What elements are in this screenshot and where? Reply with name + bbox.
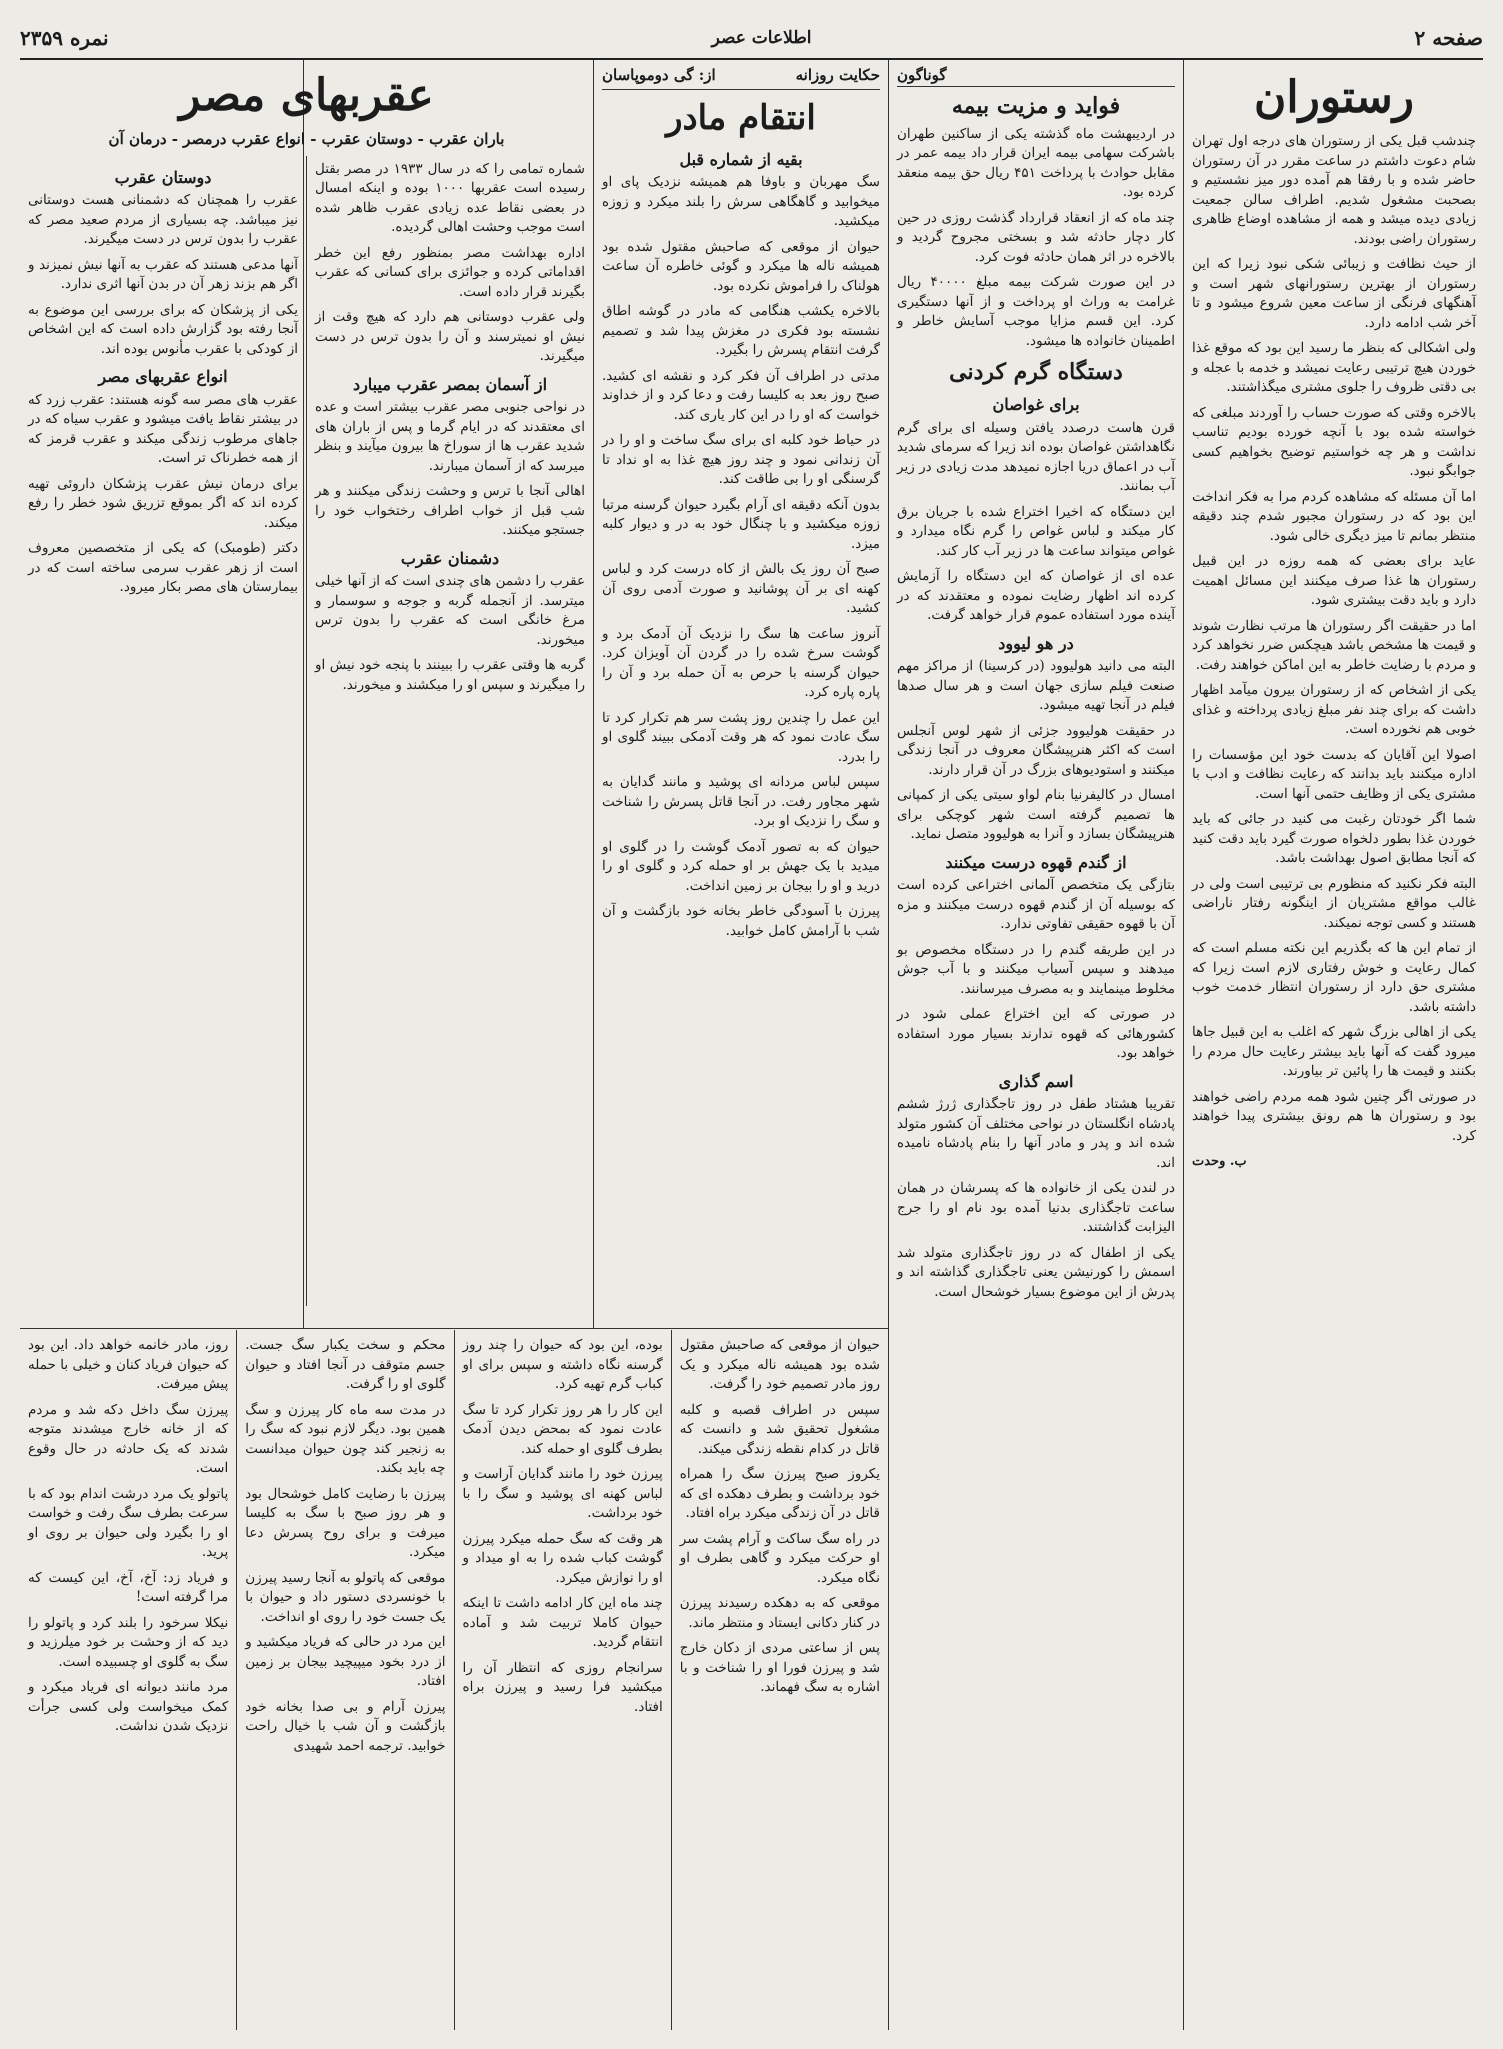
article-paragraph: دکتر (طومبک) که یکی از متخصصین معروف است از زهر عقرب سرمی ساخته است که در بیمارستان های مصر بکار میرود.: [28, 540, 298, 595]
article-paragraph: تقریبا هشتاد طفل در روز تاجگذاری ژرژ ششم پادشاه انگلستان در نواحی مختلف آن کشور متولد شده اند و پدر و مادر آنها را بنام پادشاه نامیده اند.: [897, 1096, 1175, 1171]
scorpion-article: [20, 60, 593, 1328]
story-author: از: گی دوموپاسان: [602, 66, 716, 84]
article-paragraph: هر وقت که سگ حمله میکرد پیرزن گوشت کباب شده را به او میداد و او را نوازش میکرد.: [462, 1530, 663, 1586]
article-paragraph: قرن هاست درصدد یافتن وسیله ای برای گرم نگاهداشتن غواصان بوده اند زیرا که سرمای شدید آب در اعماق دریا اجازه نمیدهد مدت زیادی در زیر آب بمانند.: [897, 419, 1175, 494]
article-paragraph: شماره تمامی را که در سال ۱۹۳۳ در مصر بقتل رسیده است عقربها ۱۰۰۰ بوده و اینکه امسال در بعضی نقاط عده زیادی عقرب ظاهر شده است موجب وحشت اهالی گردیده.: [315, 160, 585, 235]
story-article: [594, 60, 888, 1328]
article-paragraph: در مدت سه ماه کار پیرزن و سگ همین بود. دیگر لازم نبود که سگ را به زنجیر کند چون حیوان میدانست چه باید بکند.: [245, 1401, 446, 1476]
article-paragraph: چند ماه که از انعقاد قرارداد گذشت روزی در حین کار دچار حادثه شد و بسختی مجروح گردید و بالاخره در اثر همان حادثه فوت کرد.: [897, 209, 1175, 265]
article-paragraph: البته فکر نکنید که منظورم بی ترتیبی است ولی در غالب مواقع مشتریان از اینگونه رفتار ناراضی هستند و کسی توجه نمیکند.: [1192, 875, 1476, 931]
article-paragraph: سرانجام روزی که انتظار آن را میکشید فرا رسید و پیرزن براه افتاد.: [462, 1659, 663, 1715]
article-paragraph: پس از ساعتی مردی از دکان خارج شد و پیرزن فورا او را شناخت و با اشاره به سگ فهماند.: [679, 1640, 880, 1695]
restaurant-article: [1184, 60, 1484, 2030]
article-paragraph: سگ مهربان و باوفا هم همیشه نزدیک پای او میخوابید و گاهگاهی سرش را بلند میکرد و زوزه میکشید.: [602, 174, 880, 229]
article-paragraph: یکروز صبح پیرزن سگ را همراه خود برداشت و بطرف دهکده ای که قاتل در آن زندگی میکرد براه افتاد.: [679, 1466, 880, 1521]
article-paragraph: ولی اشکالی که بنظر ما رسید این بود که موقع غذا خوردن هیچ ترتیبی رعایت نمیشد و خدمه با عجله و بی دقتی ظروف را جلوی مشتری میگذاشتند.: [1192, 340, 1476, 395]
article-paragraph: عقرب را همچنان که دشمنانی هست دوستانی نیز میباشد. چه بسیاری از مردم صعید مصر که عقرب را بدون ترس در دست میگیرند.: [28, 192, 298, 247]
article-paragraph: این عمل را چندین روز پشت سر هم تکرار کرد تا سگ عادت نمود که هر وقت آدمکی ببیند گلوی او را بدرد.: [602, 709, 880, 765]
article-paragraph: در این طریقه گندم را در دستگاه مخصوص بو میدهند و سپس آسیاب میکنند و با آب جوش مخلوط مینمایند و به مصرف میرسانند.: [897, 941, 1175, 997]
scorpion-title: عقربهای مصر: [179, 70, 434, 121]
enemy-title: دشمنان عقرب: [400, 548, 500, 568]
article-paragraph: گربه ها وقتی عقرب را ببینند با پنجه خود نیش او را میگیرند و سپس او را میکشند و میخورند.: [315, 657, 585, 693]
insurance-title: فواید و مزیت بیمه: [951, 92, 1121, 119]
article-paragraph: یکی از اهالی بزرگ شهر که اغلب به این قبیل جاها میرود گفت که آنها باید بیشتر رعایت حال مردم را بکنند و قیمت ها را پائین تر بیاورند.: [1192, 1024, 1476, 1079]
scorpion-subtitle: باران عقرب - دوستان عقرب - انواع عقرب درمصر - درمان آن: [108, 130, 505, 148]
article-paragraph: در حیاط خود کلبه ای برای سگ ساخت و او را در آن زندانی نمود و چند روز هیچ غذا به او نداد تا گرسنگی او را بی طاقت کند.: [602, 432, 880, 487]
hollywood-title: در هو لیوود: [998, 633, 1074, 653]
article-paragraph: بتازگی یک متخصص آلمانی اختراعی کرده است که بوسیله آن از گندم قهوه درست میکنند و مزه آن با قهوه حقیقی تفاوتی ندارد.: [897, 877, 1175, 932]
article-paragraph: عده ای از غواصان که این دستگاه را آزمایش کرده اند اظهار رضایت نموده و معتقدند که در آینده مورد استفاده عموم قرار خواهد گرفت.: [897, 568, 1175, 623]
article-paragraph: عقرب را دشمن های چندی است که از آنها خیلی میترسد. از آنجمله گربه و جوجه و سوسمار و مرغ خانگی است که عقرب را بدون ترس میخورند.: [315, 573, 585, 648]
types-title: انواع عقربهای مصر: [98, 367, 228, 386]
article-paragraph: در اردیبهشت ماه گذشته یکی از ساکنین طهران باشرکت سهامی بیمه ایران قرار داد بیمه عمر در مقابل حوادث با پرداخت ۴۵۱ ریال حق بیمه منعقد کرده بود.: [897, 125, 1175, 200]
article-paragraph: اداره بهداشت مصر بمنظور رفع این خطر اقداماتی کرده و جوائزی برای کسانی که عقرب بگیرند قرار داده است.: [315, 244, 585, 300]
scorpion-column-left: [20, 156, 306, 1306]
article-paragraph: در صورتی که این اختراع عملی شود در کشورهائی که قهوه ندارند بسیار مورد استفاده خواهد بود.: [897, 1006, 1175, 1061]
continuation-column: [236, 1330, 453, 2030]
article-paragraph: چند ماه این کار ادامه داشت تا اینکه حیوان کاملا تربیت شد و آماده انتقام گردید.: [462, 1595, 663, 1650]
device-title: دستگاه گرم کردنی: [949, 359, 1123, 385]
article-paragraph: بالاخره وقتی که صورت حساب را آوردند مبلغی که خواسته شده بود با آنچه خورده بودیم تناسب نداشت و هر چه خواستیم توضیح بخواهیم کسی جوابگو نبود.: [1192, 404, 1476, 479]
article-paragraph: پیرزن با آسودگی خاطر بخانه خود بازگشت و آن شب با آرامش کامل خوابید.: [602, 903, 880, 939]
story-title: انتقام مادر: [666, 97, 816, 138]
article-paragraph: در حقیقت هولیوود جزئی از شهر لوس آنجلس است که اکثر هنرپیشگان معروف در آنجا زندگی میکنند و استودیوهای بزرگ در آن قرار دارند.: [897, 722, 1175, 778]
article-paragraph: پیرزن سگ داخل دکه شد و مردم که از خانه خارج میشدند متوجه شدند که یک حادثه در حال وقوع است.: [28, 1401, 229, 1476]
article-paragraph: در راه سگ ساکت و آرام پشت سر او حرکت میکرد و گاهی بطرف او نگاه میکرد.: [679, 1530, 880, 1586]
article-paragraph: عاید برای بعضی که همه روزه در این قبیل رستوران ها غذا صرف میکنند این مسائل اهمیت دارد و باید دقت بیشتری شود.: [1192, 553, 1476, 608]
friends-title: دوستان عقرب: [114, 167, 212, 187]
article-paragraph: یکی از اطفال که در روز تاجگذاری متولد شد اسمش را کورنیشن یعنی تاجگذاری گذاشته اند و پدرش از این موضوع بسیار خوشحال است.: [897, 1244, 1175, 1300]
scorpion-column-right: [306, 156, 593, 1306]
page-header: [20, 18, 1483, 60]
issue-number: نمره ۲۳۵۹: [20, 26, 109, 50]
naming-title: اسم گذاری: [998, 1071, 1074, 1091]
article-paragraph: این مرد در حالی که فریاد میکشید و از درد بخود میپیچید بیجان بر زمین افتاد.: [245, 1634, 446, 1689]
article-paragraph: پاتولو یک مرد درشت اندام بود که با سرعت بطرف سگ رفت و خواست او را بگیرد ولی حیوان بر روی او پرید.: [28, 1485, 229, 1560]
story-continued: بقیه از شماره قبل: [679, 149, 803, 169]
article-paragraph: مرد مانند دیوانه ای فریاد میکرد و کمک میخواست ولی کسی جرأت نزدیک شدن نداشت.: [28, 1679, 229, 1734]
article-paragraph: محکم و سخت یکبار سگ جست. جسم متوقف در آنجا افتاد و حیوان گلوی او را گرفت.: [245, 1337, 446, 1392]
scorpion-columns: [20, 156, 593, 1306]
article-signature: ب. وحدت: [1192, 1154, 1247, 1169]
article-paragraph: سپس لباس مردانه ای پوشید و مانند گدایان به شهر مجاور رفت. در آنجا قاتل پسرش را شناخت و سگ را نزدیک او برد.: [602, 774, 880, 829]
article-paragraph: اما آن مسئله که مشاهده کردم مرا به فکر انداخت این بود که در رستوران مجبور شدم چند دقیقه منتظر بمانم تا میز دیگری خالی شود.: [1192, 488, 1476, 544]
article-paragraph: ولی عقرب دوستانی هم دارد که هیچ وقت از نیش او نمیترسند و آن را بدون ترس در دست میگیرند.: [315, 309, 585, 364]
story-header: [602, 66, 880, 90]
section-tag: گوناگون: [897, 66, 1175, 87]
article-paragraph: و فریاد زد: آخ، آخ، این کیست که مرا گرفته است!: [28, 1569, 229, 1605]
article-paragraph: این دستگاه که اخیرا اختراع شده با جریان برق کار میکند و لباس غواص را گرم نگاه میدارد و غواص میتواند ساعت ها در زیر آب کار کند.: [897, 503, 1175, 559]
article-paragraph: در لندن یکی از خانواده ها که پسرشان در همان ساعت تاجگذاری بدنیا آمده بود نام او را جرج الیزابت گذاشتند.: [897, 1180, 1175, 1235]
article-paragraph: موقعی که پاتولو به آنجا رسید پیرزن با خونسردی دستور داد و حیوان با یک جست خود را روی او انداخت.: [245, 1569, 446, 1625]
article-paragraph: روز، مادر خانمه خواهد داد. این بود که حیوان فریاد کنان و خیلی با حمله پیش میرفت.: [28, 1337, 229, 1392]
article-paragraph: آنروز ساعت ها سگ را نزدیک آن آدمک برد و گوشت سرخ شده را در گردن آن آویزان کرد. حیوان گرسنه با حرص به آن حمله برد و آن را پاره پاره کرد.: [602, 625, 880, 700]
article-paragraph: یکی از اشخاص که از رستوران بیرون میآمد اظهار داشت که برای چند نفر مبلغ زیادی پرداخته و غذای خوبی هم نخورده است.: [1192, 682, 1476, 737]
coffee-title: از گندم قهوه درست میکنند: [945, 852, 1127, 872]
article-paragraph: پیرزن آرام و بی صدا بخانه خود بازگشت و آن شب با خیال راحت خوابید. ترجمه احمد شهیدی: [245, 1698, 446, 1754]
article-paragraph: اما در حقیقت اگر رستوران ها مرتب نظارت شوند و قیمت ها مشخص باشد هیچکس ضرر نخواهد کرد و مردم با رضایت خاطر به این اماکن خواهند رفت.: [1192, 617, 1476, 673]
rain-title: از آسمان بمصر عقرب میبارد: [352, 374, 548, 394]
article-paragraph: نیکلا سرخود را بلند کرد و پاتولو را دید که از وحشت بر خود میلرزید و سگ به گلوی او چسبیده است.: [28, 1614, 229, 1670]
article-paragraph: در این صورت شرکت بیمه مبلغ ۴۰۰۰۰ ریال غرامت به وراث او پرداخت و از آنها دستگیری کرد. این قسم مزایا موجب آسایش خاطر و اطمینان خانواده ها میشود.: [897, 274, 1175, 349]
article-paragraph: اصولا این آقایان که بدست خود این مؤسسات را اداره میکنند باید بدانند که رعایت نظافت و ادب با مشتری یکی از وظایف حتمی آنها است.: [1192, 746, 1476, 802]
article-paragraph: پیرزن خود را مانند گدایان آراست و لباس کهنه ای پوشید و سگ را با خود برداشت.: [462, 1466, 663, 1521]
article-paragraph: در صورتی اگر چنین شود همه مردم راضی خواهند بود و رستوران ها هم رونق بیشتری پیدا خواهند کرد.: [1192, 1088, 1476, 1144]
restaurant-title: رستوران: [1254, 72, 1414, 123]
story-continuation: [20, 1330, 888, 2030]
article-paragraph: عقرب های مصر سه گونه هستند: عقرب زرد که در بیشتر نقاط یافت میشود و عقرب سیاه که در جاهای مرطوب زندگی میکند و عقرب قرمز که از همه خطرناک تر است.: [28, 391, 298, 466]
article-paragraph: بدون آنکه دقیقه ای آرام بگیرد حیوان گرسنه مرتبا زوزه میکشید و با چنگال خود به در و دیوار کلبه میزد.: [602, 496, 880, 552]
continuation-column: [671, 1330, 888, 2030]
article-paragraph: بوده، این بود که حیوان را چند روز گرسنه نگاه داشته و سپس برای او کباب گرم تهیه کرد.: [462, 1337, 663, 1392]
continuation-column: [454, 1330, 671, 2030]
story-tag: حکایت روزانه: [795, 66, 880, 84]
article-paragraph: البته می دانید هولیوود (در کرسینا) از مراکز مهم صنعت فیلم سازی جهان است و هر سال صدها فیلم در آنجا تهیه میشود.: [897, 658, 1175, 713]
page-number: صفحه ۲: [1414, 26, 1483, 50]
article-paragraph: از تمام این ها که بگذریم این نکته مسلم است که کمال رعایت و خوش رفتاری لازم است زیرا که مشتری حق دارد از رستوران انتظار خدمت خوب داشته باشد.: [1192, 940, 1476, 1015]
section-rule: [20, 1328, 888, 1329]
article-paragraph: امسال در کالیفرنیا بنام لواو سیتی یکی از کمپانی ها تصمیم گرفته است شهر کوچکی برای هنرپیشگان بسازد و آنرا به هولیوود متصل نماید.: [897, 787, 1175, 842]
article-paragraph: از حیث نظافت و زیبائی شکی نبود زیرا که این رستوران از بهترین رستورانهای شهر است و آهنگهای فرنگی از ساعت معین شروع میشود و تا آخر شب ادامه دارد.: [1192, 256, 1476, 331]
article-paragraph: این کار را هر روز تکرار کرد تا سگ عادت نمود که بمحض دیدن آدمک بطرف گلوی او حمله کند.: [462, 1401, 663, 1457]
article-paragraph: در نواحی جنوبی مصر عقرب بیشتر است و عده ای معتقدند که در ایام گرما و پس از باران های شدید عقرب ها از سوراخ ها بیرون میآیند و بنظر میرسد که از آسمان میبارند.: [315, 399, 585, 474]
article-paragraph: صبح آن روز یک بالش از کاه درست کرد و لباس کهنه ای بر آن پوشانید و صورت آدمی روی آن کشید.: [602, 561, 880, 616]
article-paragraph: پیرزن با رضایت کامل خوشحال بود و هر روز صبح با سگ به کلیسا میرفت و برای روح پسرش دعا میکرد.: [245, 1485, 446, 1560]
article-paragraph: اهالی آنجا با ترس و وحشت زندگی میکنند و هر شب قبل از خواب اطراف رختخواب خود را جستجو میکنند.: [315, 483, 585, 538]
article-paragraph: برای درمان نیش عقرب پزشکان داروئی تهیه کرده اند که اگر بموقع تزریق شود خطر را رفع میکند.: [28, 475, 298, 531]
article-paragraph: مدتی در اطراف آن فکر کرد و نقشه ای کشید. صبح روز بعد به کلیسا رفت و دعا کرد و از خداوند خواست که او را در این کار یاری کند.: [602, 367, 880, 423]
article-paragraph: حیوان که به تصور آدمک گوشت را در گلوی او میدید با یک جهش بر او حمله کرد و گلوی او را درید و او را بیجان بر زمین انداخت.: [602, 838, 880, 894]
article-paragraph: بالاخره یکشب هنگامی که مادر در گوشه اطاق نشسته بود فکری در مغزش پیدا شد و تصمیم گرفت انتقام پسرش را بگیرد.: [602, 303, 880, 358]
article-paragraph: یکی از پزشکان که برای بررسی این موضوع به آنجا رفته بود گزارش داده است که این اشخاص از کودکی با عقرب مأنوس بوده اند.: [28, 301, 298, 357]
article-paragraph: آنها مدعی هستند که عقرب به آنها نیش نمیزند و اگر هم بزند زهر آن در بدن آنها اثری ندارد.: [28, 256, 298, 292]
misc-column: [889, 60, 1183, 2030]
article-paragraph: سپس در اطراف قصبه و کلبه مشغول تحقیق شد و دانست که قاتل در کدام نقطه زندگی میکند.: [679, 1401, 880, 1457]
continuation-column: [20, 1330, 236, 2030]
article-paragraph: حیوان از موقعی که صاحبش مقتول شده بود همیشه ناله میکرد و یک روز مادر تصمیم خود را گرفت.: [679, 1337, 880, 1392]
article-paragraph: شما اگر خودتان رغبت می کنید در جائی که باید خوردن غذا بطور دلخواه صورت گیرد باید دقت کنید که آنجا مطابق اصول بهداشت باشد.: [1192, 811, 1476, 866]
device-subtitle: برای غواصان: [992, 395, 1080, 414]
article-paragraph: موقعی که به دهکده رسیدند پیرزن در کنار دکانی ایستاد و منتظر ماند.: [679, 1595, 880, 1631]
article-paragraph: حیوان از موقعی که صاحبش مقتول شده بود همیشه ناله ها میکرد و گوئی خاطره آن ساعت هولناک را فراموش نکرده بود.: [602, 238, 880, 294]
article-paragraph: چندشب قبل یکی از رستوران های درجه اول تهران شام دعوت داشتم در ساعت مقرر در آن رستوران حاضر شده و با رفقا هم آمده دور میز نشستیم و بصحبت مشغول شدیم. اطراف سالن جمعیت زیادی دیده میشد و همه از مشاهده اوضاع ظاهری رستوران راضی بودند.: [1192, 133, 1476, 247]
paper-name: اطلاعات عصر: [711, 28, 812, 48]
